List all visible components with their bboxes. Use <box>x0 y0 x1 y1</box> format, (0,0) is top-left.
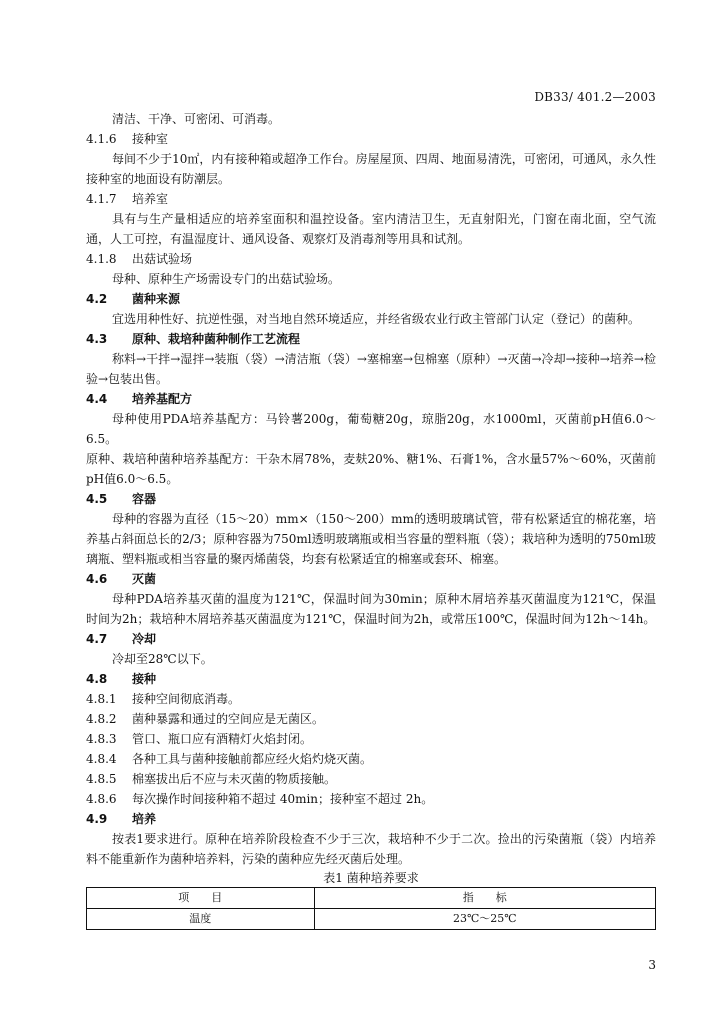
section-heading <box>86 689 656 709</box>
section-heading <box>86 749 656 769</box>
section-heading <box>86 189 656 209</box>
section-title: 培养基配方 <box>132 392 193 406</box>
section-heading <box>86 329 656 349</box>
page-number: 3 <box>648 958 656 972</box>
section-number: 4.9 <box>86 812 108 826</box>
paragraph: 母种的容器为直径（15～20）mm×（150～200）mm的透明玻璃试管，带有松紧适宜的棉花塞，培养基占斜面总长的2/3；原种容器为750ml透明玻璃瓶或相当容量的塑料瓶（袋）；栽培种为透明的750ml玻璃瓶、塑料瓶或相当容量的聚丙烯菌袋，均套有松紧适宜的棉塞或套环、棉塞。 <box>86 512 656 566</box>
section-number: 4.6 <box>86 572 108 586</box>
section-heading <box>86 669 656 689</box>
paragraph: 母种、原种生产场需设专门的出菇试验场。 <box>112 272 341 286</box>
paragraph: 原种、栽培种菌种培养基配方：干杂木屑78%，麦麸20%、糖1%、石膏1%，含水量57%～60%，灭菌前pH值6.0～6.5。 <box>86 452 656 486</box>
paragraph: 母种使用PDA培养基配方：马铃薯200g，葡萄糖20g，琼脂20g，水1000ml，灭菌前pH值6.0～6.5。 <box>86 412 656 446</box>
section-heading <box>86 489 656 509</box>
table-header-cell: 指 标 <box>314 888 655 909</box>
section-number: 4.3 <box>86 332 108 346</box>
section-number: 4.2 <box>86 292 108 306</box>
section-title: 管口、瓶口应有酒精灯火焰封闭。 <box>132 732 313 746</box>
section-title: 接种室 <box>132 132 169 146</box>
table-header-cell: 项 目 <box>87 888 315 909</box>
section-heading <box>86 789 656 809</box>
paragraph: 冷却至28℃以下。 <box>112 652 213 666</box>
section-title: 各种工具与菌种接触前都应经火焰灼烧灭菌。 <box>132 752 373 766</box>
section-title: 冷却 <box>132 632 157 646</box>
section-title: 菌种暴露和通过的空间应是无菌区。 <box>132 712 325 726</box>
culture-requirements-table <box>86 887 656 930</box>
document-body <box>86 109 656 930</box>
section-heading <box>86 769 656 789</box>
paragraph: 每间不少于10㎡，内有接种箱或超净工作台。房屋屋顶、四周、地面易清洗，可密闭，可通风，永久性接种室的地面设有防潮层。 <box>86 152 656 186</box>
section-title: 棉塞拔出后不应与未灭菌的物质接触。 <box>132 772 337 786</box>
table-cell: 23℃～25℃ <box>314 909 655 930</box>
section-title: 接种 <box>132 672 157 686</box>
section-number: 4.8.5 <box>86 772 117 786</box>
paragraph: 清洁、干净、可密闭、可消毒。 <box>112 112 281 126</box>
section-number: 4.4 <box>86 392 108 406</box>
section-title: 培养室 <box>132 192 169 206</box>
section-heading <box>86 709 656 729</box>
section-heading <box>86 389 656 409</box>
paragraph: 按表1要求进行。原种在培养阶段检查不少于三次，栽培种不少于二次。捡出的污染菌瓶（袋）内培养料不能重新作为菌种培养料，污染的菌种应先经灭菌后处理。 <box>86 832 656 866</box>
section-number: 4.8.4 <box>86 752 117 766</box>
section-number: 4.1.7 <box>86 192 117 206</box>
paragraph: 宜选用种性好、抗逆性强，对当地自然环境适应，并经省级农业行政主管部门认定（登记）的菌种。 <box>112 312 641 326</box>
section-heading <box>86 629 656 649</box>
section-number: 4.8.3 <box>86 732 117 746</box>
section-number: 4.7 <box>86 632 108 646</box>
section-title: 培养 <box>132 812 157 826</box>
section-number: 4.8.6 <box>86 792 117 806</box>
table-header-row <box>87 888 656 909</box>
section-number: 4.8 <box>86 672 108 686</box>
section-heading <box>86 809 656 829</box>
table-cell: 温度 <box>87 909 315 930</box>
section-number: 4.5 <box>86 492 108 506</box>
section-title: 出菇试验场 <box>132 252 193 266</box>
section-heading <box>86 129 656 149</box>
paragraph: 母种PDA培养基灭菌的温度为121℃，保温时间为30min；原种木屑培养基灭菌温度为121℃，保温时间为2h；栽培种木屑培养基灭菌温度为121℃，保温时间为2h，或常压100℃，保温时间为12h～14h。 <box>86 592 656 626</box>
section-title: 每次操作时间接种箱不超过 40min；接种室不超过 2h。 <box>132 792 434 806</box>
section-heading <box>86 729 656 749</box>
section-number: 4.1.8 <box>86 252 117 266</box>
section-number: 4.8.1 <box>86 692 117 706</box>
section-title: 灭菌 <box>132 572 157 586</box>
section-title: 菌种来源 <box>132 292 181 306</box>
table-row <box>87 909 656 930</box>
section-heading <box>86 249 656 269</box>
section-heading <box>86 289 656 309</box>
section-title: 原种、栽培种菌种制作工艺流程 <box>132 332 301 346</box>
paragraph: 称料→干拌→湿拌→装瓶（袋）→清洁瓶（袋）→塞棉塞→包棉塞（原种）→灭菌→冷却→接种→培养→检验→包装出售。 <box>86 352 656 386</box>
section-heading <box>86 569 656 589</box>
section-number: 4.1.6 <box>86 132 117 146</box>
standard-code: DB33/ 401.2—2003 <box>534 90 656 104</box>
section-title: 容器 <box>132 492 157 506</box>
section-number: 4.8.2 <box>86 712 117 726</box>
paragraph: 具有与生产量相适应的培养室面积和温控设备。室内清洁卫生，无直射阳光，门窗在南北面，空气流通，人工可控，有温湿度计、通风设备、观察灯及消毒剂等用具和试剂。 <box>86 212 656 246</box>
table-caption: 表1 菌种培养要求 <box>323 871 419 885</box>
section-title: 接种空间彻底消毒。 <box>132 692 241 706</box>
